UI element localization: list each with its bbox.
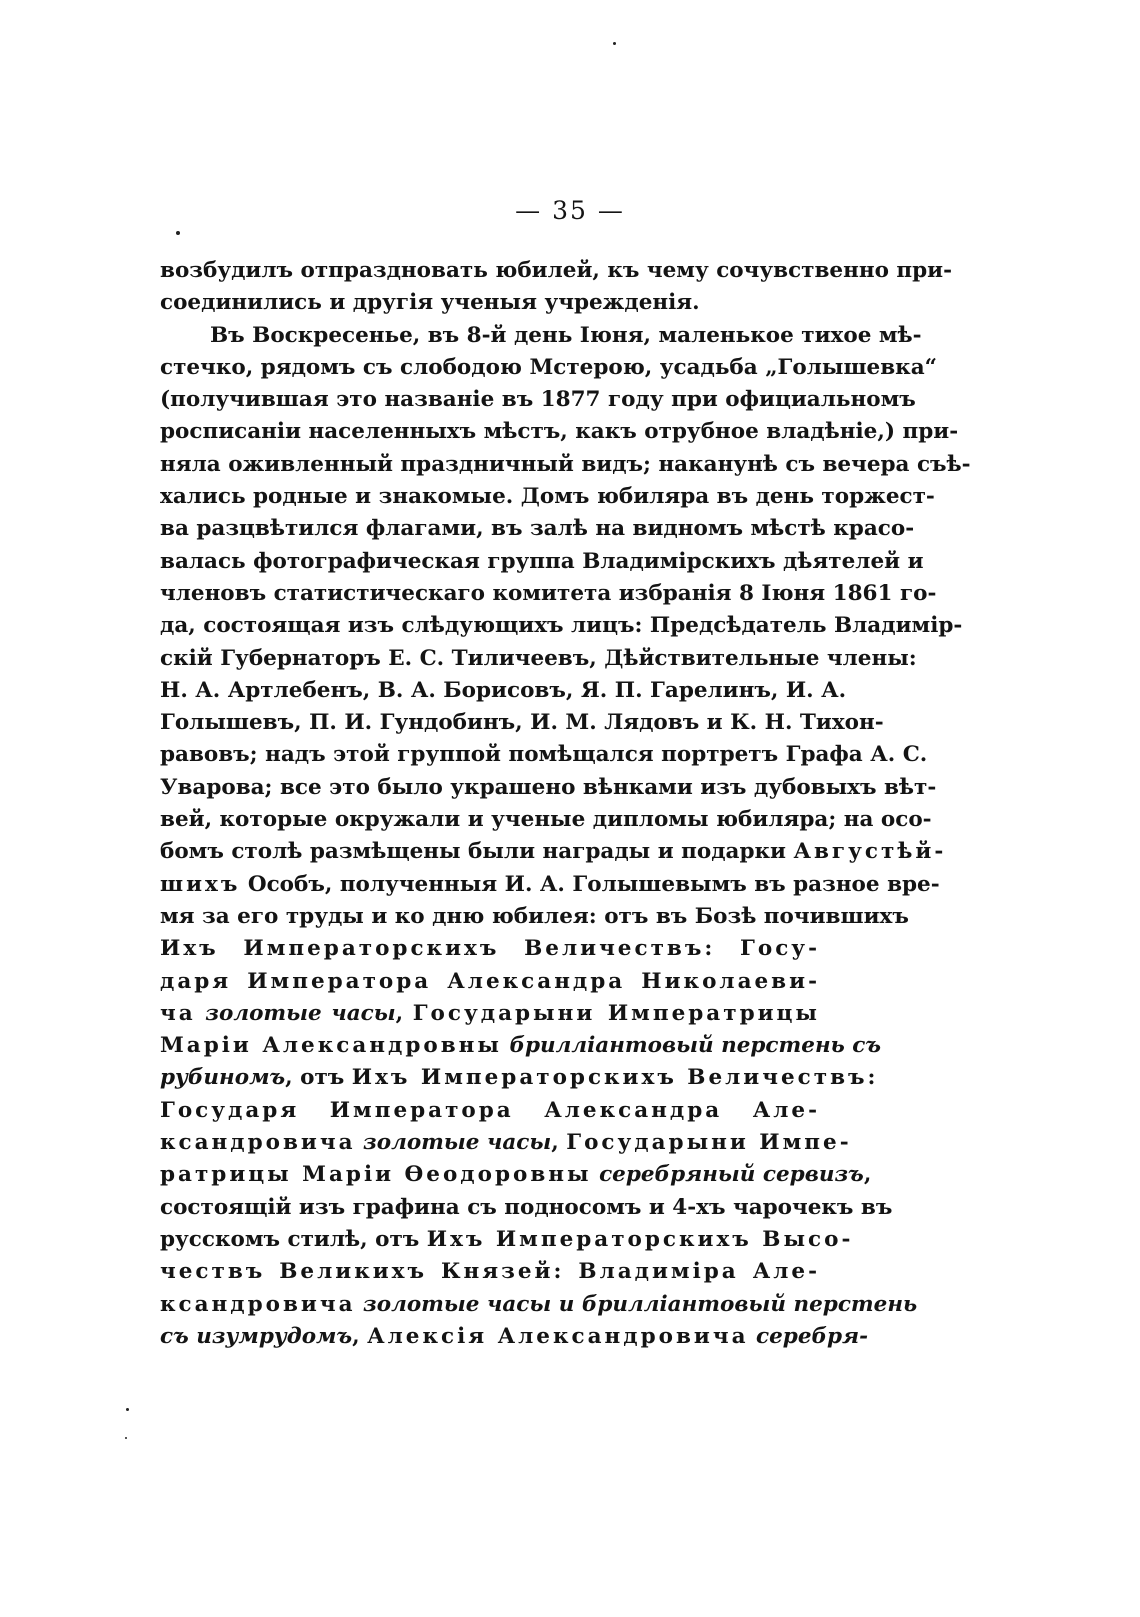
- text-run: мя за его труды и ко дню юбилея: отъ въ Бозѣ почившихъ: [160, 903, 909, 929]
- text-run: [356, 1292, 364, 1317]
- text-run: русскомъ стилѣ, отъ: [160, 1226, 427, 1252]
- text-line: [160, 449, 971, 481]
- text-run: ,: [395, 1000, 413, 1026]
- text-run: бомъ столѣ размѣщены были награды и подарки: [160, 839, 794, 865]
- text-line: [160, 1224, 854, 1256]
- text-line: [160, 255, 953, 287]
- text-run: возбудилъ отпраздновать юбилей, къ чему сочувственно при-: [160, 258, 953, 283]
- text-run: равовъ; надъ этой группой помѣщался портретъ Графа А. С.: [160, 742, 928, 768]
- text-line: [160, 1127, 852, 1159]
- text-line: [160, 966, 820, 998]
- text-line: [160, 1095, 820, 1127]
- text-line: [160, 901, 909, 933]
- text-line: [160, 384, 916, 416]
- text-run: Уварова; все это было украшено вѣнками изъ дубовыхъ вѣт-: [160, 774, 937, 800]
- text-run: членовъ статистическаго комитета избранія 8 Іюня 1861 го-: [160, 580, 937, 606]
- text-line: [160, 707, 884, 739]
- spaced-run: Ихъ Императорскихъ Высо-: [426, 1226, 854, 1252]
- text-run: [749, 1324, 757, 1349]
- text-run: [196, 1001, 206, 1026]
- text-run: [592, 1162, 600, 1187]
- text-run: Н. А. Артлебенъ, В. А. Борисовъ, Я. П. Гарелинъ, И. А.: [160, 677, 847, 703]
- italic-run: брилліантовый перстень съ: [509, 1033, 882, 1059]
- text-line: [160, 933, 820, 965]
- spaced-run: ксандровича: [160, 1130, 356, 1156]
- spaced-run: даря Императора Александра Николаеви-: [160, 968, 820, 994]
- spaced-run: чествъ Великихъ Князей: Владиміра Але-: [160, 1259, 820, 1285]
- text-line: [160, 610, 963, 642]
- text-line: [160, 998, 820, 1030]
- text-line: [160, 1062, 879, 1094]
- scan-speck: [126, 1408, 129, 1411]
- spaced-run: ксандровича: [160, 1291, 356, 1317]
- text-run: ,: [863, 1162, 872, 1188]
- text-line: [160, 481, 935, 513]
- text-run: (получившая это названіе въ 1877 году при официальномъ: [160, 387, 916, 413]
- italic-run: серебря-: [756, 1323, 869, 1349]
- italic-run: рубиномъ: [160, 1065, 286, 1091]
- text-line: [160, 1192, 893, 1224]
- text-line: [160, 1159, 872, 1191]
- text-run: соединились и другія ученыя учрежденія.: [160, 290, 700, 316]
- text-line: [160, 578, 937, 610]
- text-line: [160, 287, 820, 319]
- text-line: [160, 1256, 820, 1288]
- text-run: росписаніи населенныхъ мѣстъ, какъ отрубное владѣніе,) при-: [160, 419, 959, 445]
- text-run: скій Губернаторъ Е. С. Тиличеевъ, Дѣйствительные члены:: [160, 645, 917, 671]
- text-run: ,: [551, 1130, 567, 1156]
- text-run: стечко, рядомъ съ слободою Мстерою, усадьба „Голышевка“: [160, 354, 938, 380]
- text-run: да, состоящая изъ слѣдующихъ лицъ: Предсѣдатель Владимір-: [160, 613, 963, 639]
- text-line: [160, 643, 917, 675]
- spaced-run: шихъ: [160, 871, 241, 897]
- page-number: — 35 —: [515, 196, 625, 225]
- text-line: [160, 675, 847, 707]
- text-line: [160, 739, 928, 771]
- italic-run: золотые часы и брилліантовый перстень: [363, 1291, 918, 1317]
- text-run: состоящій изъ графина съ подносомъ и 4-хъ чарочекъ въ: [160, 1194, 893, 1220]
- spaced-run: ратрицы Маріи Ѳеодоровны: [160, 1162, 592, 1188]
- text-line: [160, 320, 922, 352]
- text-line: [160, 1030, 882, 1062]
- text-line: [160, 513, 915, 545]
- spaced-run: Августѣй-: [793, 839, 947, 865]
- spaced-run: Государыни Императрицы: [412, 1000, 820, 1026]
- text-run: хались родные и знакомые. Домъ юбиляра въ день торжест-: [160, 484, 935, 510]
- text-run: Голышевъ, П. И. Гундобинъ, И. М. Лядовъ и К. Н. Тихон-: [160, 710, 884, 736]
- spaced-run: Государыни Импе-: [566, 1130, 852, 1156]
- text-run: ,: [352, 1323, 368, 1349]
- text-run: валась фотографическая группа Владимірскихъ дѣятелей и: [160, 548, 924, 574]
- spaced-run: Ихъ Императорскихъ Величествъ:: [351, 1065, 879, 1091]
- spaced-run: Ихъ Императорскихъ Величествъ: Госу-: [160, 936, 820, 962]
- spaced-run: Алексія Александровича: [367, 1323, 749, 1349]
- text-line: [160, 869, 940, 901]
- spaced-run: Маріи Александровны: [160, 1033, 502, 1059]
- text-line: [160, 352, 938, 384]
- italic-run: золотые часы: [205, 1000, 396, 1026]
- italic-run: съ изумрудомъ: [160, 1323, 353, 1349]
- italic-run: золотые часы: [363, 1130, 552, 1156]
- text-line: [160, 836, 947, 868]
- text-line: [160, 546, 924, 578]
- text-run: Особъ, полученныя И. А. Голышевымъ въ разное вре-: [240, 871, 940, 897]
- italic-run: серебряный сервизъ: [599, 1162, 864, 1188]
- text-line: [160, 772, 937, 804]
- scan-speck: [125, 1437, 127, 1439]
- text-line: [160, 1321, 869, 1353]
- text-run: ва разцвѣтился флагами, въ залѣ на видномъ мѣстѣ красо-: [160, 516, 915, 542]
- spaced-run: Государя Императора Александра Але-: [160, 1097, 820, 1123]
- text-run: , отъ: [285, 1065, 352, 1091]
- text-line: [160, 1289, 918, 1321]
- scan-speck: [613, 42, 616, 45]
- scan-speck: [176, 231, 180, 235]
- text-line: [160, 416, 959, 448]
- text-run: няла оживленный праздничный видъ; наканунѣ съ вечера съѣ-: [160, 451, 971, 477]
- text-run: [356, 1130, 364, 1155]
- text-run: вей, которые окружали и ученые дипломы юбиляра; на осо-: [160, 807, 932, 833]
- text-run: Въ Воскресенье, въ 8-й день Іюня, маленькое тихое мѣ-: [210, 322, 922, 348]
- body-text: [160, 255, 971, 1353]
- text-line: [160, 804, 932, 836]
- spaced-run: ча: [160, 1000, 196, 1026]
